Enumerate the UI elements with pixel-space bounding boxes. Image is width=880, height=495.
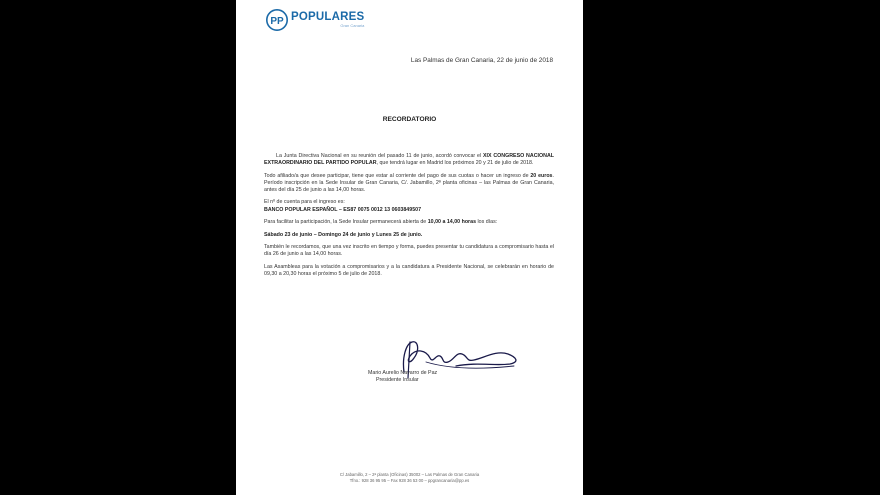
pp-logo-icon — [266, 9, 288, 31]
party-logo — [266, 8, 364, 32]
signer-role: Presidente Insular — [376, 377, 419, 384]
paragraph-assemblies: Las Asambleas para la votación a compromisarios y a la candidatura a Presidente Nacional, se celebrarán en horario de 09,30 a 20,30 horas el próximo 5 de julio de 2018. — [264, 264, 554, 278]
logo-initials: PP — [270, 16, 284, 27]
paragraph-convocation: La Junta Directiva Nacional en su reunión del pasado 11 de junio, acordó convocar el XIX CONGRESO NACIONAL EXTRAORDINARIO DEL PARTIDO POPULAR, que tendrá lugar en Madrid los próximos 20 y 21 de julio de 2018. — [264, 153, 555, 167]
paragraph-opening-hours: Para facilitar la participación, la Sede Insular permanecerá abierta de 10,00 a 14,00 horas los días: — [264, 219, 498, 226]
date-line: Las Palmas de Gran Canaria, 22 de junio de 2018 — [410, 57, 553, 64]
signer-block — [368, 370, 437, 384]
letter-page — [236, 0, 583, 495]
paragraph-bank-account: El nº de cuenta para el ingreso es: BANCO POPULAR ESPAÑOL – ES87 0075 0012 13 0603849507 — [264, 199, 422, 213]
letter-body — [264, 153, 554, 284]
paragraph-dates: Sábado 23 de junio – Domingo 24 de junio y Lunes 25 de junio. — [264, 231, 423, 238]
party-tagline: Gran Canaria — [340, 23, 365, 29]
letter-heading: RECORDATORIO — [382, 116, 437, 123]
party-name: POPULARES — [291, 10, 365, 23]
footer-contact: Tfno.: 928 36 95 95 – Fax 928 36 53 00 – ppgrancanaria@pp.es — [349, 478, 470, 483]
signer-name: Mario Aurelio Navarro de Paz — [368, 370, 438, 376]
paragraph-candidature: También le recordamos, que una vez inscrito en tiempo y forma, puedes presentar tu candidatura a compromisario hasta el día 26 de junio a las 14,00 horas. — [264, 244, 554, 258]
paragraph-registration: Todo afiliado/a que desee participar, tiene que estar al corriente del pago de sus cuotas o hacer un ingreso de 20 euros. Período inscripción en la Sede Insular de Gran Canaria, C/. Jabamillo, 2ª planta oficinas – las Palmas de Gran Canaria, antes del día 25 de junio a las 14,00 horas. — [264, 172, 554, 193]
letter-footer — [236, 472, 583, 484]
footer-address: C/ Jabamillo, 2 – 2ª planta (Oficinas) 35002 – Las Palmas de Gran Canaria — [339, 472, 480, 477]
bank-account-number: BANCO POPULAR ESPAÑOL – ES87 0075 0012 13 0603849507 — [264, 206, 422, 213]
